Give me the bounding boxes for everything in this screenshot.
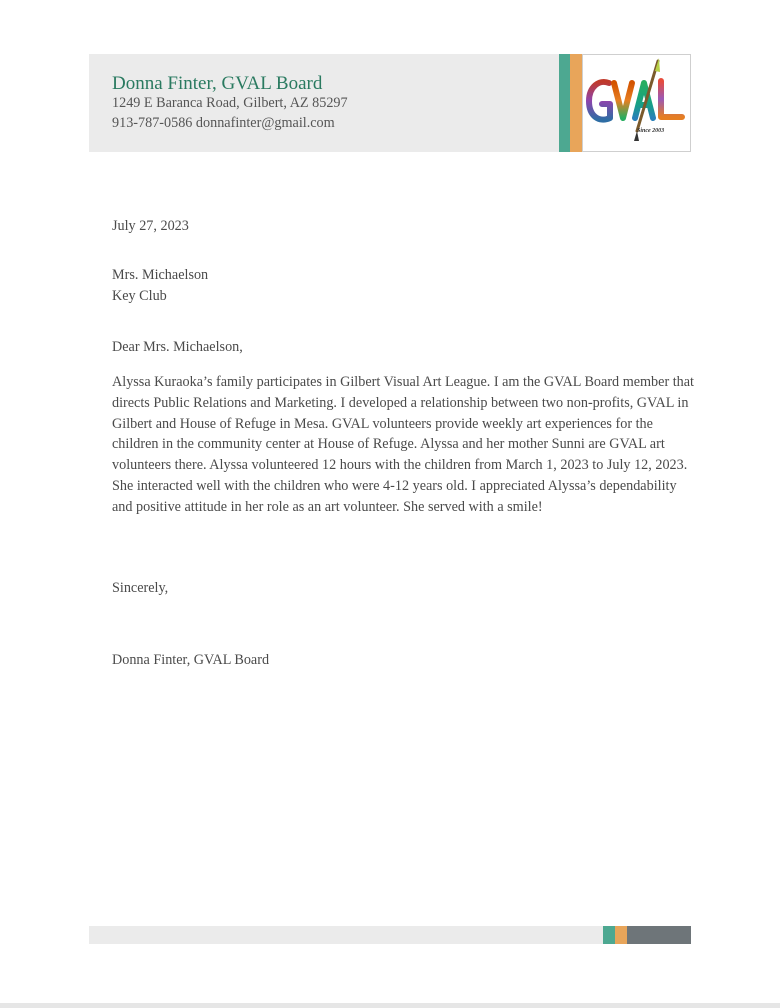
signature: Donna Finter, GVAL Board — [112, 652, 270, 668]
closing: Sincerely, — [112, 580, 169, 596]
gval-logo — [582, 54, 691, 152]
letterhead — [89, 54, 691, 152]
letterhead-teal-bar — [559, 54, 570, 152]
sender-contact: 913-787-0586 donnafinter@gmail.com — [112, 115, 335, 131]
salutation: Dear Mrs. Michaelson, — [112, 339, 243, 355]
footer-slate-bar — [627, 926, 691, 944]
logo-tagline: Since 2003 — [637, 128, 665, 134]
recipient-block — [112, 265, 692, 307]
footer-gray-bar — [89, 926, 603, 944]
gval-logo-graphic — [583, 55, 692, 153]
letterhead-orange-bar — [570, 54, 582, 152]
sender-name: Donna Finter, GVAL Board — [112, 73, 323, 94]
recipient-org: Key Club — [112, 288, 167, 304]
letter-date: July 27, 2023 — [112, 218, 189, 234]
page-bottom-edge — [0, 1003, 780, 1008]
footer-teal-bar — [603, 926, 615, 944]
footer-orange-bar — [615, 926, 627, 944]
letter-body: Alyssa Kuraoka’s family participates in Gilbert Visual Art League. I am the GVAL Board member that directs Public Relations and Marketing. I developed a relationship between two non-profits, GVAL in Gilbert and House of Refuge in Mesa. GVAL volunteers provide weekly art experiences for the children in the community center at House of Refuge. Alyssa and her mother Sunni are GVAL art volunteers there. Alyssa volunteered 12 hours with the children from March 1, 2023 to July 12, 2023. She interacted well with the children who were 4-12 years old. I appreciated Alyssa’s dependability and positive attitude in her role as an art volunteer. She served with a smile! — [112, 374, 694, 515]
recipient-name: Mrs. Michaelson — [112, 267, 209, 283]
sender-address: 1249 E Baranca Road, Gilbert, AZ 85297 — [112, 95, 348, 111]
